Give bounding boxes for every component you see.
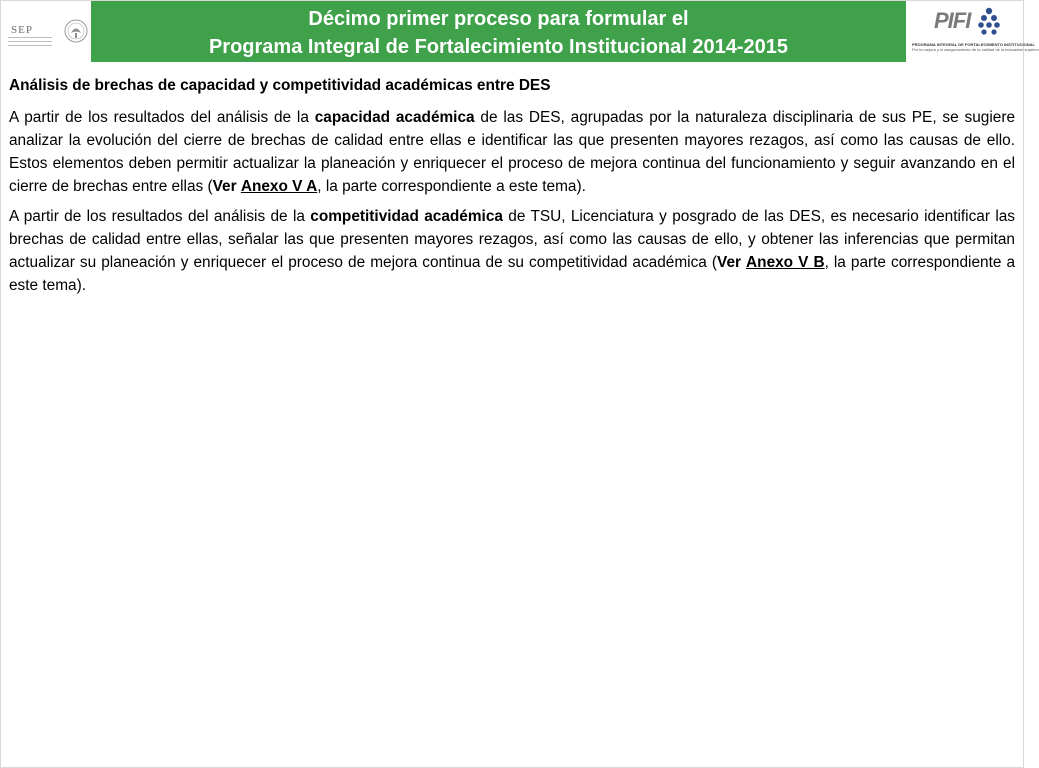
sep-logo-subtext: [8, 37, 52, 49]
para1-text-3: , la parte correspondiente a este tema).: [317, 178, 586, 195]
paragraph-competitividad: [9, 205, 1015, 297]
para2-text-1: A partir de los resultados del análisis de la: [9, 208, 311, 225]
title-banner: [91, 1, 906, 62]
pifi-caption-sub: Por la mejora y el aseguramiento de la calidad de la educación superior: [912, 47, 1039, 52]
pifi-logo: [908, 2, 1039, 62]
para1-ver: Ver: [212, 178, 237, 195]
header: [0, 0, 1039, 66]
pifi-caption-title: PROGRAMA INTEGRAL DE FORTALECIMIENTO INSTITUCIONAL: [912, 42, 1035, 47]
title-line-2: Programa Integral de Fortalecimiento Institucional 2014-2015: [208, 36, 789, 58]
eagle-seal-icon: [64, 17, 88, 45]
anexo-v-a-link[interactable]: Anexo V A: [240, 178, 318, 195]
pifi-people-icon: [978, 7, 1000, 37]
sep-logo-text: SEP: [11, 24, 33, 36]
title-line-1: Décimo primer proceso para formular el: [308, 8, 689, 30]
para2-bold-term: competitividad académica: [310, 208, 503, 225]
pifi-logo-text: PIFI: [934, 8, 971, 33]
para2-ver: Ver: [717, 254, 741, 271]
anexo-v-b-link[interactable]: Anexo V B: [746, 254, 825, 271]
para1-text-2: de las DES, agrupadas por la naturaleza disciplinaria de sus PE, se sugiere analizar la evolución del cierre de brechas de calidad entre ellas e identificar las que presenten mayores rezagos, así como las causas de ello. Estos elementos deben permitir actualizar la planeación y enriquecer el proceso de mejora continua del funcionamiento y seguir avanzando en el cierre de brechas entre ellas (: [9, 109, 1015, 195]
paragraph-capacidad: [9, 106, 1015, 198]
pifi-caption: [912, 42, 1039, 52]
para2-text-2: de TSU, Licenciatura y posgrado de las DES, es necesario identificar las brechas de calidad entre ellas, señalar las que presenten mayores rezagos, así como las causas de ello, y obtener las inferencias que permitan actualizar su planeación y enriquecer el proceso de mejora continua de su competitividad académica (: [9, 208, 1015, 271]
para1-text-1: A partir de los resultados del análisis de la: [9, 109, 315, 126]
content-area: [9, 74, 1015, 304]
sep-logo: [2, 2, 90, 60]
para1-bold-term: capacidad académica: [314, 109, 475, 126]
section-heading: Análisis de brechas de capacidad y competitividad académicas entre DES: [9, 77, 551, 94]
para2-text-3: , la parte correspondiente a este tema).: [9, 254, 1016, 294]
